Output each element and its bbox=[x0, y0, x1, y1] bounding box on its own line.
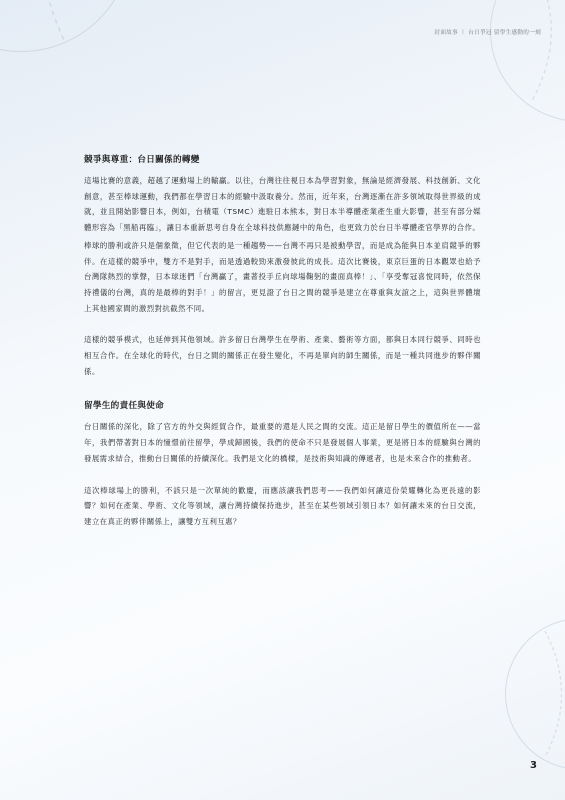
paragraph: 台日關係的深化，除了官方的外交與經貿合作，最重要的還是人民之間的交流。這正是留日學生的價值所在——當年，我們帶著對日本的憧憬前往留學，學成歸國後，我們的使命不只是發展個人事業，更是將日本的經驗與台灣的發展需求結合，推動台日關係的持續深化。我們是文化的橋樑，是技術與知識的傳遞者，也是未來合作的推動者。 bbox=[84, 422, 481, 463]
page-number: 3 bbox=[530, 760, 537, 771]
baseball-watermark-icon bbox=[0, 0, 132, 52]
baseball-watermark-icon bbox=[505, 618, 565, 770]
header-title: 台日爭冠 留學生感動的一刻 bbox=[468, 30, 541, 36]
section-heading: 留學生的責任與使命 bbox=[84, 401, 165, 412]
article-body bbox=[84, 153, 481, 530]
paragraph: 這場比賽的意義，超越了運動場上的輸贏。以往，台灣往往視日本為學習對象，無論是經濟發展、科技創新、文化創意，甚至棒球運動，我們都在學習日本的經驗中汲取養分。然而，近年來，台灣逐漸在許多領域取得世界級的成就，並且開始影響日本，例如，台積電（TSMC）進駐日本熊本，對日本半導體產業產生重大影響，甚至有部分媒體形容為「黑船再臨」，讓日本重新思考自身在全球科技供應鏈中的角色，也更致力於台日半導體產官學界的合作。 bbox=[84, 176, 481, 233]
paragraph: 棒球的勝利或許只是個象徵，但它代表的是一種趨勢——台灣不再只是被動學習，而是成為能與日本並肩競爭的夥伴。在這樣的競爭中，雙方不是對手，而是透過較勁來激發彼此的成長。這次比賽後，東京巨蛋的日本觀眾也給予台灣隊熱烈的掌聲，日本球迷們「台灣贏了，畫著投手丘向球場鞠躬的畫面真棒！」、「享受奪冠喜悅同時，依然保持禮儀的台灣，真的是最棒的對手！」的留言，更見證了台日之間的競爭是建立在尊重與友誼之上，這與世界體壇上其他國家間的激烈對抗截然不同。 bbox=[84, 240, 481, 313]
running-header bbox=[434, 28, 541, 36]
header-separator: | bbox=[462, 29, 465, 35]
paragraph: 這次棒球場上的勝利，不該只是一次單純的歡慶，而應該讓我們思考——我們如何讓這份榮耀轉化為更長遠的影響？如何在產業、學術、文化等領域，讓台灣持續保持進步，甚至在某些領域引領日本？如何讓未來的台日交流，建立在真正的夥伴關係上，讓雙方互利互惠？ bbox=[84, 485, 481, 526]
section-heading: 競爭與尊重：台日關係的轉變 bbox=[84, 155, 200, 165]
paragraph: 這樣的競爭模式，也延伸到其他領域。許多留日台灣學生在學術、產業、藝術等方面，都與日本同行競爭、同時也相互合作。在全球化的時代，台日之間的關係正在發生變化，不再是單向的師生關係，而是一種共同進步的夥伴關係。 bbox=[84, 335, 481, 376]
baseball-watermark-icon bbox=[490, 0, 565, 122]
header-section-label: 封面故事 bbox=[434, 30, 458, 36]
